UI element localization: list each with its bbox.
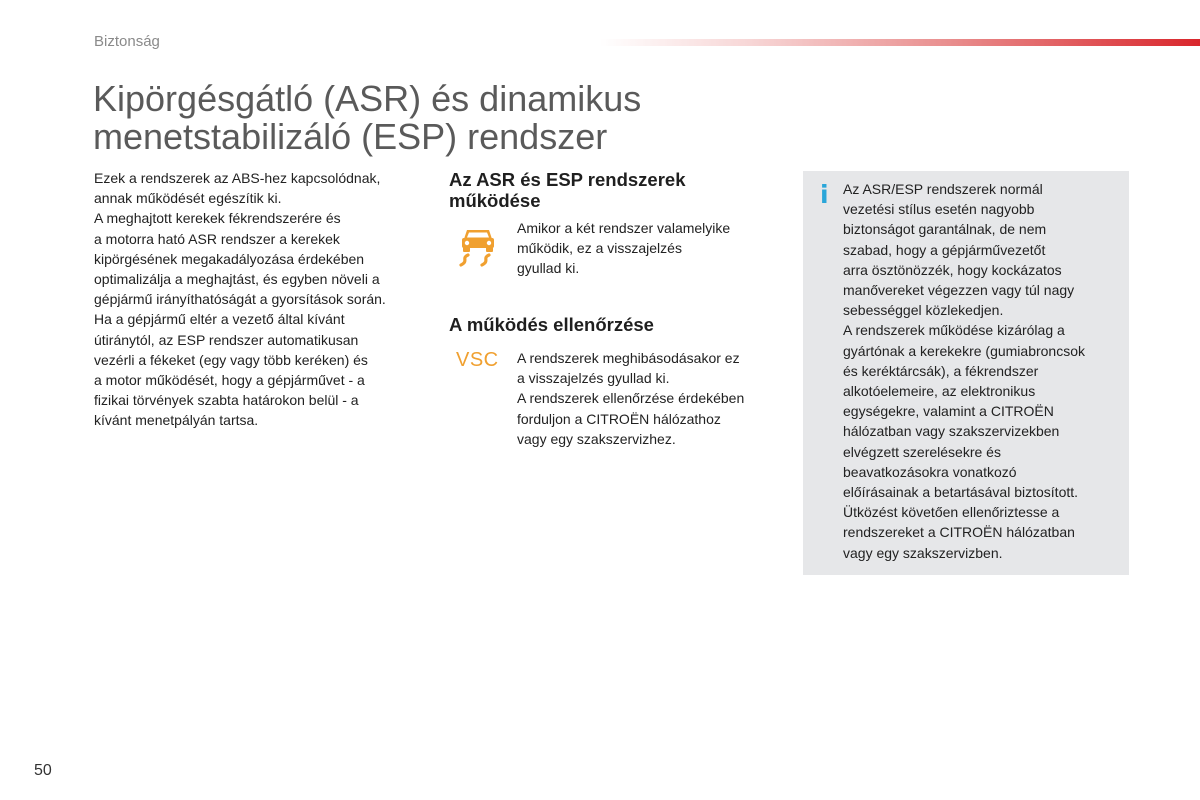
intro-line: kívánt menetpályán tartsa.: [94, 412, 259, 429]
check-line: vagy egy szakszervizhez.: [517, 430, 676, 447]
info-line: arra ösztönözzék, hogy kockázatos: [843, 261, 1062, 278]
vsc-indicator-icon: VSC: [456, 349, 499, 371]
info-line: Az ASR/ESP rendszerek normál: [843, 181, 1043, 197]
section-label: Biztonság: [94, 33, 160, 50]
header-gradient-bar: [600, 39, 1200, 46]
intro-line: optimalizálja a meghajtást, és egyben növeli a: [94, 271, 380, 288]
intro-line: gépjármű irányíthatóságát a gyorsítások során.: [94, 291, 386, 308]
page-title-line: menetstabilizáló (ESP) rendszer: [93, 116, 608, 157]
intro-line: annak működését egészítik ki.: [94, 190, 282, 207]
info-line: hálózatban vagy szakszervizekben: [843, 423, 1060, 440]
info-line: beavatkozásokra vonatkozó: [843, 463, 1017, 480]
skid-car-warning-icon: [455, 222, 501, 268]
intro-line: a motor működését, hogy a gépjárművet - a: [94, 372, 365, 389]
operation-heading-line: Az ASR és ESP rendszerek: [449, 169, 686, 190]
info-line: alkotóelemeire, az elektronikus: [843, 383, 1036, 400]
info-line: elvégzett szerelésekre és: [843, 443, 1001, 460]
intro-line: kipörgésének megakadályozása érdekében: [94, 250, 365, 267]
info-icon: i: [820, 180, 829, 209]
info-line: sebességgel közlekedjen.: [843, 302, 1004, 319]
check-line: a visszajelzés gyullad ki.: [517, 370, 670, 387]
info-line: szabad, hogy a gépjárművezetőt: [843, 241, 1046, 258]
info-line: Ütközést követően ellenőriztesse a: [843, 504, 1060, 521]
intro-line: Ha a gépjármű eltér a vezető által kívánt: [94, 311, 345, 328]
page-title: [93, 80, 641, 156]
info-line: biztonságot garantálnak, de nem: [843, 221, 1047, 238]
operation-text: [517, 218, 730, 279]
operation-line: Amikor a két rendszer valamelyike: [517, 220, 731, 236]
check-heading-line: A működés ellenőrzése: [449, 314, 654, 335]
intro-paragraph: [94, 168, 424, 431]
check-heading: [449, 314, 654, 335]
intro-line: fizikai törvények szabta határokon belül - a: [94, 392, 359, 409]
operation-line: gyullad ki.: [517, 260, 580, 277]
info-line: rendszereket a CITROËN hálózatban: [843, 524, 1075, 541]
page-title-line: Kipörgésgátló (ASR) és dinamikus: [93, 78, 642, 119]
operation-heading-line: működése: [449, 190, 541, 211]
info-line: manővereket végezzen vagy túl nagy: [843, 282, 1075, 299]
intro-line: Ezek a rendszerek az ABS-hez kapcsolódnak,: [94, 170, 381, 186]
intro-line: vezérli a fékeket (egy vagy több keréken) és: [94, 351, 368, 368]
operation-heading: [449, 169, 686, 211]
info-line: előírásainak a betartásával biztosított.: [843, 484, 1079, 501]
intro-line: A meghajtott kerekek fékrendszerére és: [94, 210, 341, 227]
info-line: és keréktárcsák), a fékrendszer: [843, 362, 1039, 379]
check-text: [517, 348, 744, 449]
page-number: 50: [34, 762, 52, 779]
info-text: [843, 179, 1085, 563]
check-line: A rendszerek ellenőrzése érdekében: [517, 390, 745, 407]
info-line: A rendszerek működése kizárólag a: [843, 322, 1065, 339]
info-line: gyártónak a kerekekre (gumiabroncsok: [843, 342, 1086, 359]
info-line: vezetési stílus esetén nagyobb: [843, 201, 1035, 218]
info-line: egységekre, valamint a CITROËN: [843, 403, 1054, 420]
intro-line: a motorra ható ASR rendszer a kerekek: [94, 230, 340, 247]
intro-line: útiránytól, az ESP rendszer automatikusan: [94, 331, 359, 348]
check-line: A rendszerek meghibásodásakor ez: [517, 350, 740, 366]
info-line: vagy egy szakszervizben.: [843, 544, 1003, 561]
check-line: forduljon a CITROËN hálózathoz: [517, 410, 721, 427]
operation-line: működik, ez a visszajelzés: [517, 240, 682, 257]
